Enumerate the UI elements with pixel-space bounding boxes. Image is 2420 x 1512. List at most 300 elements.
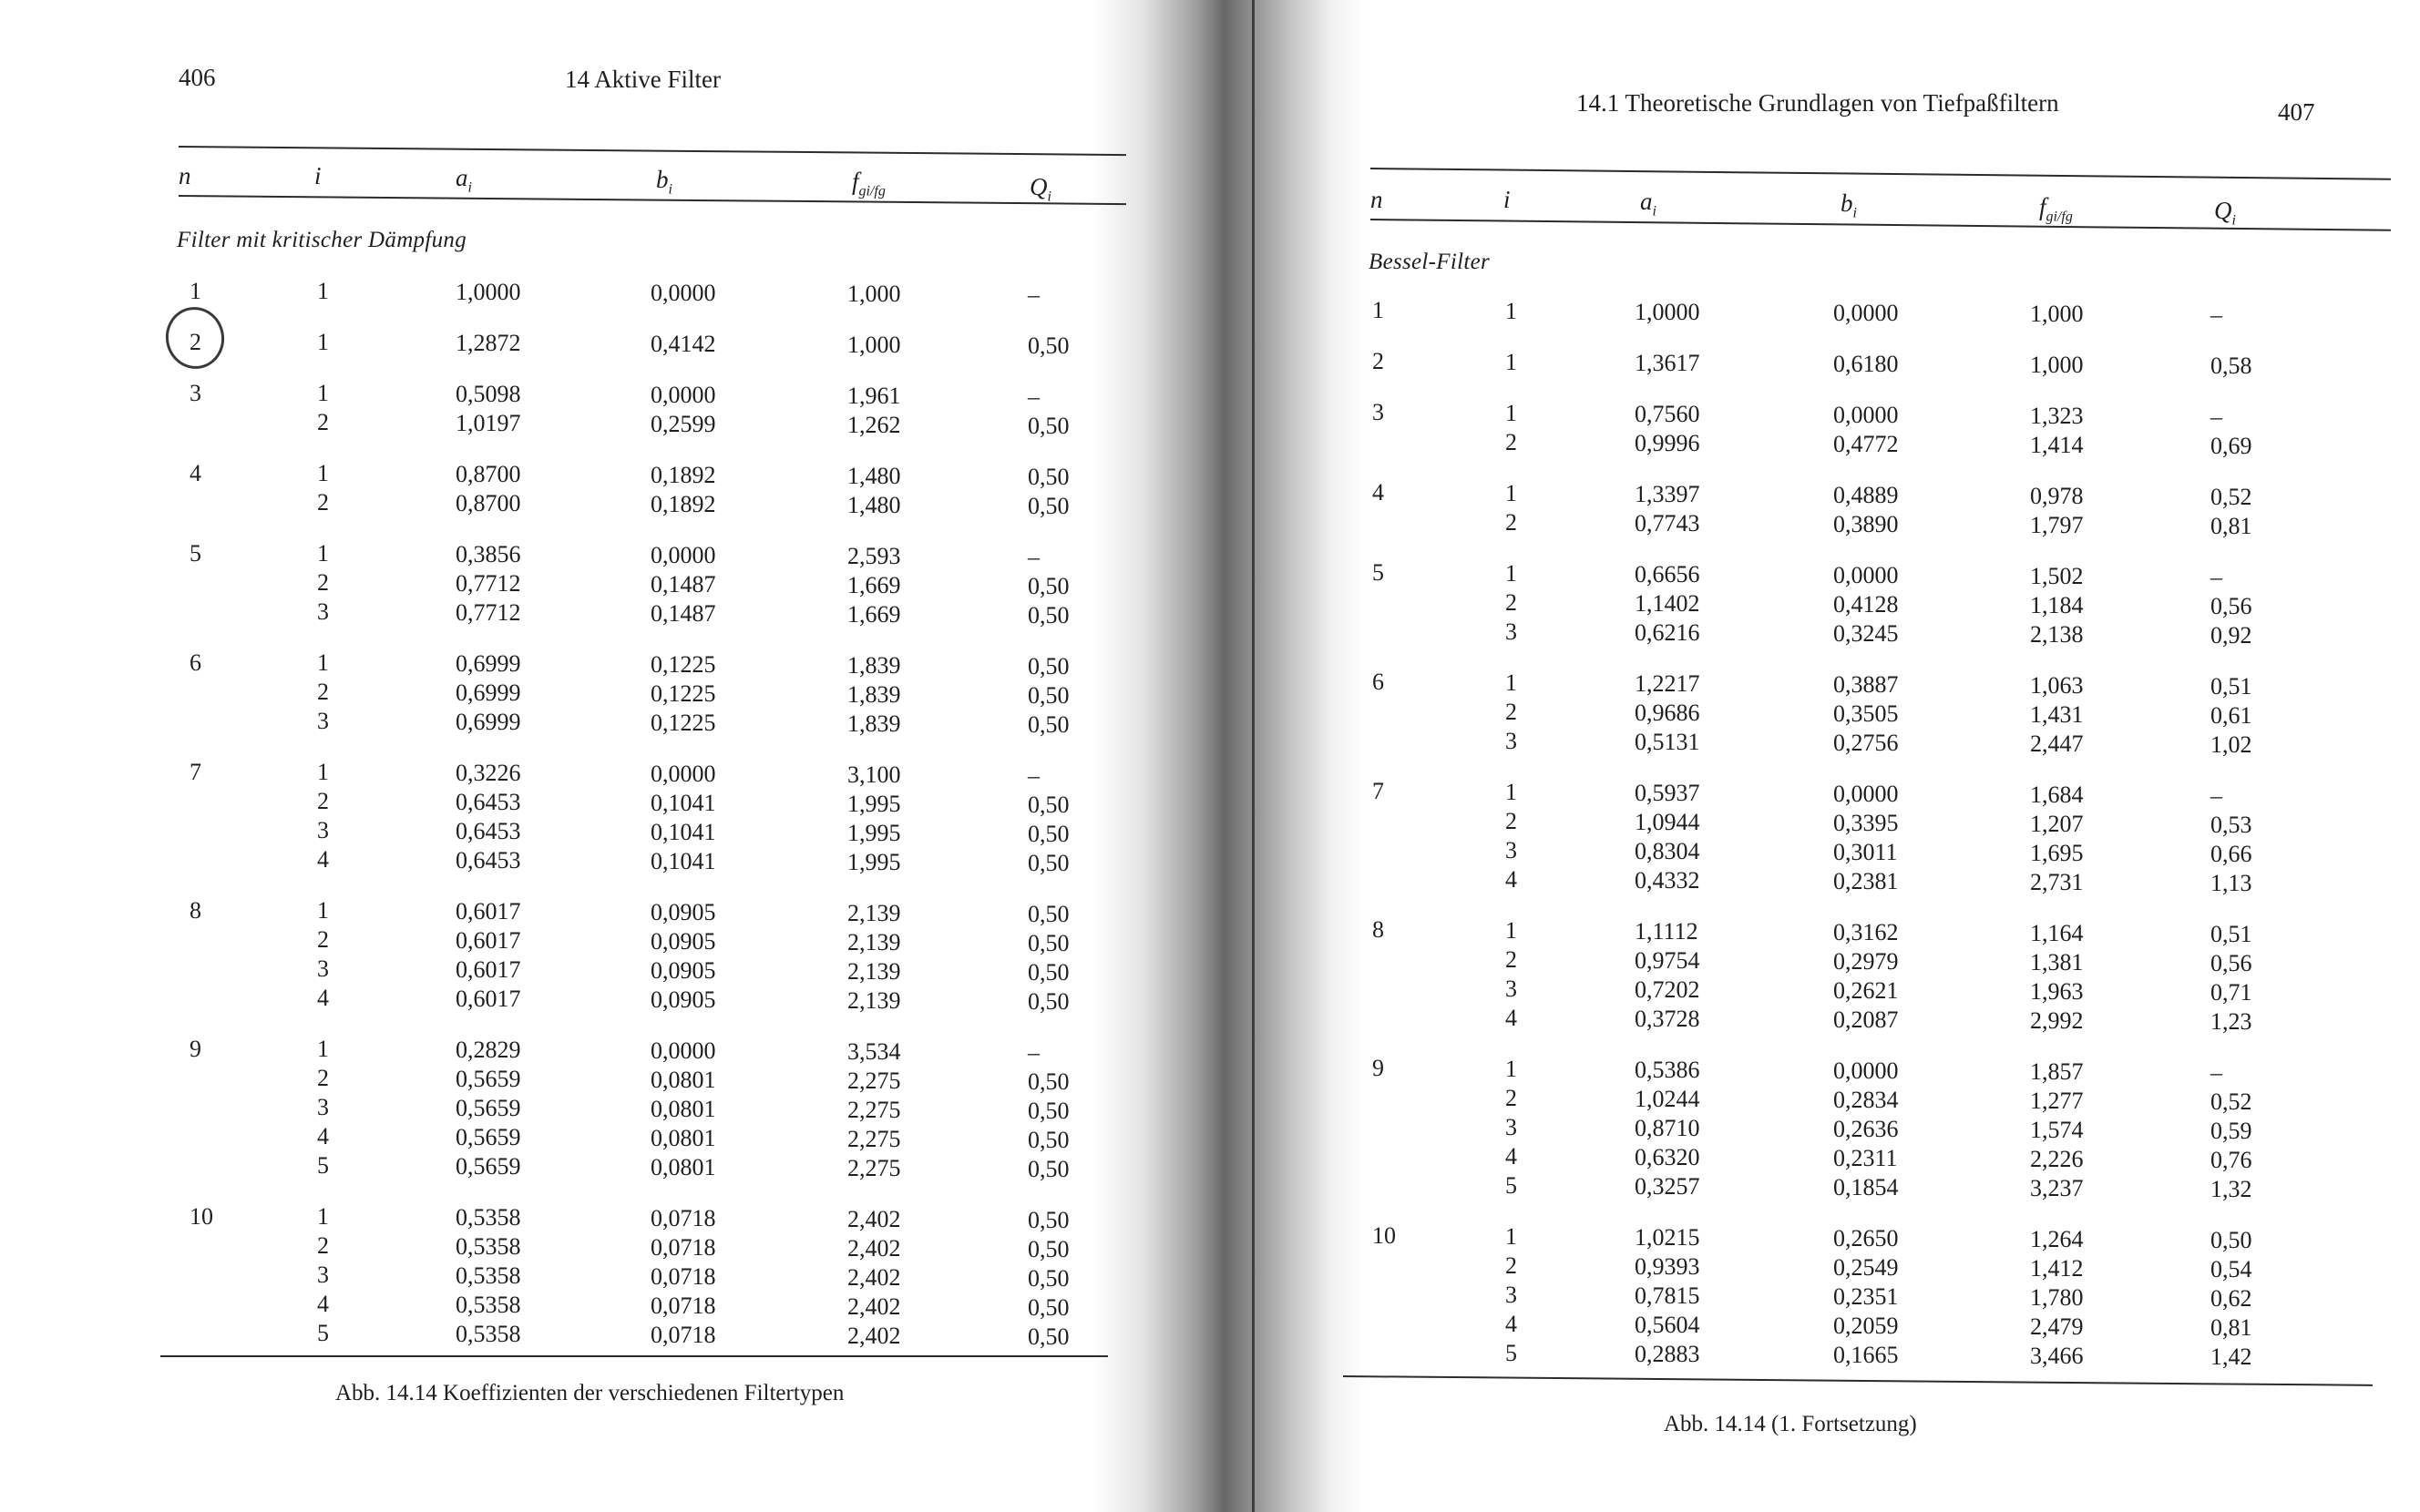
cell-i: 1	[317, 278, 329, 305]
page-number: 406	[179, 64, 216, 91]
cell-a: 0,2829	[456, 1037, 521, 1063]
cell-f: 1,323	[2030, 403, 2084, 430]
cell-q: –	[1028, 761, 1040, 789]
cell-i: 4	[1505, 1311, 1517, 1338]
col-head-a: $a_i$	[1640, 188, 1656, 220]
cell-f: 0,978	[2030, 483, 2084, 510]
cell-q: 0,59	[2210, 1118, 2252, 1145]
cell-f: 1,480	[847, 462, 901, 489]
cell-f: 1,839	[847, 651, 901, 679]
cell-a: 1,0000	[456, 279, 521, 305]
cell-f: 1,574	[2030, 1117, 2084, 1144]
cell-b: 0,1487	[651, 599, 716, 627]
cell-n: 7	[1372, 778, 1384, 805]
cell-i: 1	[1505, 917, 1517, 945]
cell-a: 0,8304	[1635, 837, 1700, 864]
cell-q: 0,61	[2210, 702, 2252, 730]
figure-caption: Abb. 14.14 (1. Fortsetzung)	[1664, 1412, 1917, 1436]
cell-f: 1,780	[2030, 1284, 2084, 1312]
cell-a: 0,6453	[456, 818, 521, 844]
cell-q: 0,81	[2210, 1314, 2252, 1342]
cell-f: 2,479	[2030, 1313, 2084, 1341]
cell-f: 2,226	[2030, 1146, 2084, 1173]
cell-i: 5	[1505, 1340, 1517, 1367]
cell-b: 0,1225	[651, 650, 716, 678]
cell-a: 0,5659	[456, 1124, 521, 1150]
col-head-b: $b_i$	[1841, 189, 1857, 221]
cell-i: 1	[317, 540, 329, 567]
cell-b: 0,4772	[1833, 430, 1899, 457]
cell-i: 5	[1505, 1172, 1517, 1200]
cell-i: 1	[317, 1203, 329, 1231]
cell-a: 0,8710	[1635, 1114, 1700, 1141]
cell-i: 1	[1505, 779, 1517, 806]
cell-f: 1,431	[2030, 701, 2084, 729]
cell-q: 0,50	[1028, 1068, 1070, 1095]
cell-b: 0,3011	[1833, 838, 1898, 865]
cell-a: 1,0000	[1635, 298, 1700, 325]
cell-q: 0,56	[2210, 593, 2252, 620]
cell-a: 0,6017	[456, 956, 521, 983]
cell-a: 0,7743	[1635, 509, 1700, 536]
cell-a: 0,6999	[456, 679, 521, 706]
section-title: Filter mit kritischer Dämpfung	[177, 228, 467, 252]
cell-b: 0,2621	[1833, 976, 1899, 1004]
cell-b: 0,0000	[651, 541, 716, 568]
cell-i: 5	[317, 1152, 329, 1180]
left-page	[0, 0, 1175, 1512]
cell-q: 0,50	[1028, 412, 1070, 439]
cell-b: 0,1487	[651, 570, 716, 598]
cell-a: 0,7712	[456, 599, 521, 626]
cell-b: 0,3887	[1833, 670, 1899, 698]
cell-q: 0,76	[2210, 1147, 2252, 1174]
right-page	[1294, 0, 2420, 1512]
cell-n: 2	[190, 328, 201, 355]
cell-q: 0,50	[1028, 929, 1070, 956]
cell-i: 2	[317, 489, 329, 516]
cell-i: 4	[1505, 1143, 1517, 1170]
cell-i: 2	[1505, 808, 1517, 835]
cell-i: 1	[317, 649, 329, 677]
cell-i: 2	[317, 679, 329, 706]
cell-q: 0,51	[2210, 673, 2252, 700]
cell-q: 0,50	[1028, 332, 1070, 359]
cell-b: 0,0905	[651, 956, 716, 984]
cell-i: 2	[1505, 699, 1517, 726]
cell-f: 1,164	[2030, 920, 2084, 947]
cell-i: 2	[1505, 589, 1517, 617]
cell-a: 1,0197	[456, 410, 521, 436]
cell-n: 10	[1372, 1222, 1396, 1250]
cell-i: 1	[1505, 349, 1517, 376]
cell-b: 0,0000	[1833, 299, 1899, 326]
cell-a: 0,2883	[1635, 1340, 1700, 1367]
cell-b: 0,0801	[651, 1124, 716, 1151]
cell-f: 1,000	[847, 280, 901, 307]
cell-b: 0,0718	[651, 1321, 716, 1348]
cell-a: 0,5386	[1635, 1056, 1700, 1083]
cell-b: 0,1225	[651, 709, 716, 736]
cell-a: 0,6017	[456, 898, 521, 925]
cell-f: 1,412	[2030, 1255, 2084, 1282]
cell-f: 3,237	[2030, 1175, 2084, 1202]
cell-f: 2,593	[847, 542, 901, 569]
cell-f: 2,402	[847, 1205, 901, 1232]
left-table-body	[0, 0, 1175, 1512]
cell-q: 0,50	[1028, 1293, 1070, 1321]
cell-b: 0,0000	[1833, 401, 1899, 428]
cell-b: 0,1892	[651, 490, 716, 517]
col-head-q: $Q_i$	[1030, 173, 1051, 205]
cell-i: 4	[317, 846, 329, 873]
cell-a: 0,9686	[1635, 699, 1700, 726]
cell-b: 0,6180	[1833, 350, 1899, 377]
cell-i: 3	[1505, 728, 1517, 755]
cell-a: 1,0944	[1635, 808, 1700, 835]
cell-i: 4	[317, 1123, 329, 1150]
cell-a: 0,8700	[456, 461, 521, 487]
cell-b: 0,2549	[1833, 1253, 1899, 1281]
cell-n: 5	[1372, 559, 1384, 587]
cell-b: 0,0000	[1833, 561, 1899, 588]
cell-b: 0,1041	[651, 818, 716, 845]
cell-b: 0,0801	[651, 1153, 716, 1180]
cell-n: 3	[190, 379, 201, 406]
section-title: Bessel-Filter	[1369, 250, 1491, 274]
cell-b: 0,1041	[651, 789, 716, 816]
cell-b: 0,4142	[651, 330, 716, 357]
cell-q: 0,50	[1028, 849, 1070, 876]
cell-b: 0,2756	[1833, 729, 1899, 756]
cell-a: 0,7712	[456, 570, 521, 597]
cell-q: 0,50	[1028, 463, 1070, 490]
cell-f: 1,995	[847, 790, 901, 817]
cell-i: 1	[1505, 1056, 1517, 1083]
cell-n: 1	[1372, 297, 1384, 324]
cell-q: –	[2210, 782, 2222, 810]
cell-i: 3	[317, 817, 329, 844]
cell-i: 1	[1505, 298, 1517, 325]
cell-f: 2,402	[847, 1263, 901, 1291]
cell-i: 3	[1505, 618, 1517, 646]
cell-b: 0,2059	[1833, 1312, 1899, 1339]
cell-b: 0,0000	[651, 760, 716, 787]
cell-i: 2	[1505, 1252, 1517, 1280]
cell-a: 0,6999	[456, 709, 521, 735]
cell-b: 0,0000	[651, 279, 716, 306]
cell-a: 0,5358	[456, 1292, 521, 1318]
cell-b: 0,0801	[651, 1095, 716, 1122]
cell-i: 1	[317, 759, 329, 786]
cell-i: 3	[1505, 837, 1517, 864]
cell-i: 1	[317, 897, 329, 925]
cell-q: 0,71	[2210, 979, 2252, 1006]
cell-f: 1,963	[2030, 978, 2084, 1006]
cell-q: 0,50	[1028, 492, 1070, 519]
cell-b: 0,2351	[1833, 1282, 1899, 1310]
cell-a: 0,5659	[456, 1066, 521, 1092]
cell-f: 1,695	[2030, 840, 2084, 867]
cell-f: 1,207	[2030, 811, 2084, 838]
cell-f: 2,139	[847, 957, 901, 985]
col-head-f: $f_{gi/fg}$	[852, 168, 886, 199]
cell-b: 0,3395	[1833, 809, 1899, 836]
cell-n: 6	[190, 649, 201, 676]
cell-f: 1,797	[2030, 512, 2084, 539]
cell-b: 0,0000	[1833, 780, 1899, 807]
cell-b: 0,0718	[651, 1204, 716, 1231]
cell-a: 0,6216	[1635, 618, 1700, 646]
cell-b: 0,1041	[651, 847, 716, 874]
cell-q: –	[1028, 543, 1040, 570]
cell-a: 0,3226	[456, 760, 521, 786]
cell-n: 7	[190, 758, 201, 785]
cell-a: 0,3856	[456, 541, 521, 567]
figure-caption: Abb. 14.14 Koeffizienten der verschiedenen Filtertypen	[335, 1381, 845, 1405]
cell-f: 1,684	[2030, 782, 2084, 809]
cell-a: 0,5131	[1635, 728, 1700, 755]
cell-i: 1	[1505, 560, 1517, 587]
cell-b: 0,2979	[1833, 947, 1899, 975]
cell-i: 1	[1505, 400, 1517, 427]
cell-b: 0,1225	[651, 679, 716, 707]
cell-f: 2,275	[847, 1125, 901, 1152]
cell-f: 2,139	[847, 928, 901, 955]
cell-f: 1,502	[2030, 563, 2084, 590]
cell-b: 0,0905	[651, 898, 716, 925]
cell-i: 2	[317, 926, 329, 954]
cell-n: 1	[190, 277, 201, 304]
cell-n: 3	[1372, 399, 1384, 426]
cell-a: 0,9754	[1635, 946, 1700, 974]
cell-i: 2	[1505, 1085, 1517, 1112]
cell-a: 1,3397	[1635, 480, 1700, 507]
cell-f: 1,480	[847, 491, 901, 518]
cell-b: 0,3890	[1833, 510, 1899, 537]
cell-i: 3	[317, 1262, 329, 1289]
running-head: 14.1 Theoretische Grundlagen von Tiefpaßfiltern	[1576, 89, 2059, 117]
cell-b: 0,2636	[1833, 1115, 1899, 1142]
cell-f: 3,466	[2030, 1343, 2084, 1370]
cell-f: 1,669	[847, 571, 901, 598]
cell-i: 1	[1505, 480, 1517, 507]
table-bottom-rule	[160, 1355, 1108, 1357]
cell-q: 0,50	[1028, 1206, 1070, 1233]
cell-a: 0,7560	[1635, 400, 1700, 427]
cell-f: 1,000	[2030, 352, 2084, 379]
cell-b: 0,0000	[651, 381, 716, 408]
cell-f: 2,447	[2030, 730, 2084, 758]
cell-f: 3,534	[847, 1037, 901, 1065]
cell-b: 0,3245	[1833, 619, 1899, 647]
cell-i: 4	[1505, 866, 1517, 894]
cell-q: 0,50	[2210, 1227, 2252, 1254]
cell-f: 1,995	[847, 819, 901, 846]
cell-a: 1,3617	[1635, 349, 1700, 376]
cell-f: 1,262	[847, 411, 901, 438]
cell-f: 1,264	[2030, 1226, 2084, 1253]
cell-a: 0,8700	[456, 490, 521, 516]
cell-q: 0,53	[2210, 812, 2252, 839]
cell-b: 0,0905	[651, 927, 716, 955]
cell-f: 1,381	[2030, 949, 2084, 976]
cell-i: 1	[317, 380, 329, 407]
col-head-n: n	[1370, 186, 1383, 213]
cell-a: 0,3257	[1635, 1172, 1700, 1200]
cell-i: 2	[1505, 509, 1517, 536]
cell-a: 0,7202	[1635, 976, 1700, 1003]
cell-i: 3	[317, 598, 329, 626]
cell-a: 1,0244	[1635, 1085, 1700, 1112]
col-head-f: $f_{gi/fg}$	[2039, 193, 2073, 225]
cell-b: 0,0718	[651, 1233, 716, 1261]
cell-i: 2	[317, 1232, 329, 1260]
cell-i: 5	[317, 1320, 329, 1347]
cell-b: 0,3505	[1833, 700, 1899, 727]
cell-n: 2	[1372, 348, 1384, 375]
cell-q: 0,50	[1028, 900, 1070, 927]
cell-f: 1,669	[847, 600, 901, 628]
cell-f: 1,063	[2030, 672, 2084, 700]
cell-i: 2	[1505, 946, 1517, 974]
cell-i: 1	[1505, 1223, 1517, 1251]
col-head-n: n	[179, 162, 191, 189]
col-head-b: $b_i$	[656, 166, 672, 198]
cell-a: 0,5098	[456, 381, 521, 407]
cell-q: 0,62	[2210, 1285, 2252, 1313]
cell-a: 0,6017	[456, 927, 521, 954]
cell-q: 0,50	[1028, 652, 1070, 679]
cell-q: 0,52	[2210, 1088, 2252, 1116]
cell-f: 2,731	[2030, 869, 2084, 896]
cell-i: 1	[317, 329, 329, 356]
cell-q: 0,51	[2210, 921, 2252, 948]
cell-q: 0,69	[2210, 433, 2252, 460]
cell-f: 1,857	[2030, 1058, 2084, 1086]
cell-f: 1,277	[2030, 1088, 2084, 1115]
cell-q: –	[2210, 564, 2222, 591]
cell-q: 1,13	[2210, 870, 2252, 897]
cell-i: 3	[317, 955, 329, 983]
cell-i: 3	[1505, 1114, 1517, 1141]
cell-b: 0,2834	[1833, 1086, 1899, 1113]
cell-i: 1	[1505, 669, 1517, 697]
cell-f: 3,100	[847, 761, 901, 788]
cell-a: 0,5659	[456, 1153, 521, 1180]
cell-q: 0,50	[1028, 1264, 1070, 1292]
cell-q: 1,23	[2210, 1008, 2252, 1036]
cell-f: 2,992	[2030, 1007, 2084, 1035]
cell-q: –	[1028, 281, 1040, 308]
cell-q: –	[1028, 383, 1040, 410]
cell-a: 0,5358	[456, 1233, 521, 1260]
cell-i: 4	[1505, 1005, 1517, 1032]
cell-b: 0,2650	[1833, 1224, 1899, 1251]
cell-b: 0,0718	[651, 1292, 716, 1319]
cell-q: 0,50	[1028, 791, 1070, 818]
cell-f: 2,275	[847, 1096, 901, 1123]
cell-i: 1	[317, 460, 329, 487]
cell-i: 4	[317, 1291, 329, 1318]
cell-a: 0,6999	[456, 650, 521, 677]
cell-b: 0,0905	[651, 986, 716, 1013]
col-head-i: i	[314, 162, 322, 189]
cell-b: 0,3162	[1833, 918, 1899, 945]
cell-i: 3	[1505, 976, 1517, 1003]
cell-a: 0,6453	[456, 847, 521, 873]
cell-f: 1,000	[847, 331, 901, 358]
cell-n: 8	[1372, 916, 1384, 944]
cell-b: 0,4128	[1833, 590, 1899, 618]
col-head-a: $a_i$	[456, 164, 472, 196]
cell-f: 1,184	[2030, 592, 2084, 619]
cell-b: 0,4889	[1833, 481, 1899, 508]
cell-i: 4	[317, 985, 329, 1012]
cell-b: 0,2087	[1833, 1006, 1899, 1033]
cell-f: 2,275	[847, 1067, 901, 1094]
col-head-q: $Q_i$	[2214, 197, 2236, 229]
cell-q: 0,54	[2210, 1256, 2252, 1283]
cell-q: 0,66	[2210, 841, 2252, 868]
cell-f: 1,961	[847, 382, 901, 409]
cell-n: 10	[190, 1202, 213, 1230]
cell-i: 2	[317, 409, 329, 436]
right-table-body	[1294, 0, 2420, 1512]
cell-n: 6	[1372, 669, 1384, 696]
cell-i: 2	[317, 569, 329, 597]
cell-b: 0,0000	[1833, 1057, 1899, 1084]
cell-b: 0,0000	[651, 1037, 716, 1064]
cell-q: 1,02	[2210, 731, 2252, 759]
cell-f: 2,402	[847, 1292, 901, 1320]
cell-f: 1,839	[847, 680, 901, 708]
cell-q: 0,50	[1028, 1155, 1070, 1182]
cell-b: 0,2311	[1833, 1144, 1898, 1171]
cell-f: 2,139	[847, 986, 901, 1014]
cell-a: 0,6320	[1635, 1143, 1700, 1170]
cell-a: 0,5358	[456, 1204, 521, 1231]
cell-a: 0,5358	[456, 1321, 521, 1347]
cell-q: 0,56	[2210, 950, 2252, 977]
cell-q: –	[2210, 404, 2222, 431]
page-number: 407	[2278, 98, 2315, 126]
book-gutter	[1252, 0, 1255, 1512]
cell-b: 0,2381	[1833, 867, 1899, 894]
cell-q: 1,32	[2210, 1176, 2252, 1203]
cell-q: 0,50	[1028, 710, 1070, 738]
cell-a: 0,5659	[456, 1095, 521, 1121]
cell-q: 0,50	[1028, 572, 1070, 599]
cell-n: 4	[190, 459, 201, 486]
cell-a: 0,4332	[1635, 866, 1700, 894]
cell-f: 2,402	[847, 1234, 901, 1262]
cell-i: 2	[317, 788, 329, 815]
cell-i: 3	[317, 708, 329, 735]
cell-a: 0,7815	[1635, 1282, 1700, 1309]
cell-a: 1,1112	[1635, 917, 1698, 945]
cell-q: 0,50	[1028, 1323, 1070, 1350]
cell-a: 0,6017	[456, 986, 521, 1012]
cell-f: 2,138	[2030, 621, 2084, 649]
cell-q: 0,58	[2210, 352, 2252, 380]
cell-a: 1,0215	[1635, 1223, 1700, 1251]
cell-q: 0,52	[2210, 484, 2252, 511]
cell-i: 2	[317, 1065, 329, 1092]
cell-a: 1,1402	[1635, 589, 1700, 617]
cell-a: 1,2217	[1635, 669, 1700, 697]
col-head-i: i	[1503, 186, 1511, 213]
